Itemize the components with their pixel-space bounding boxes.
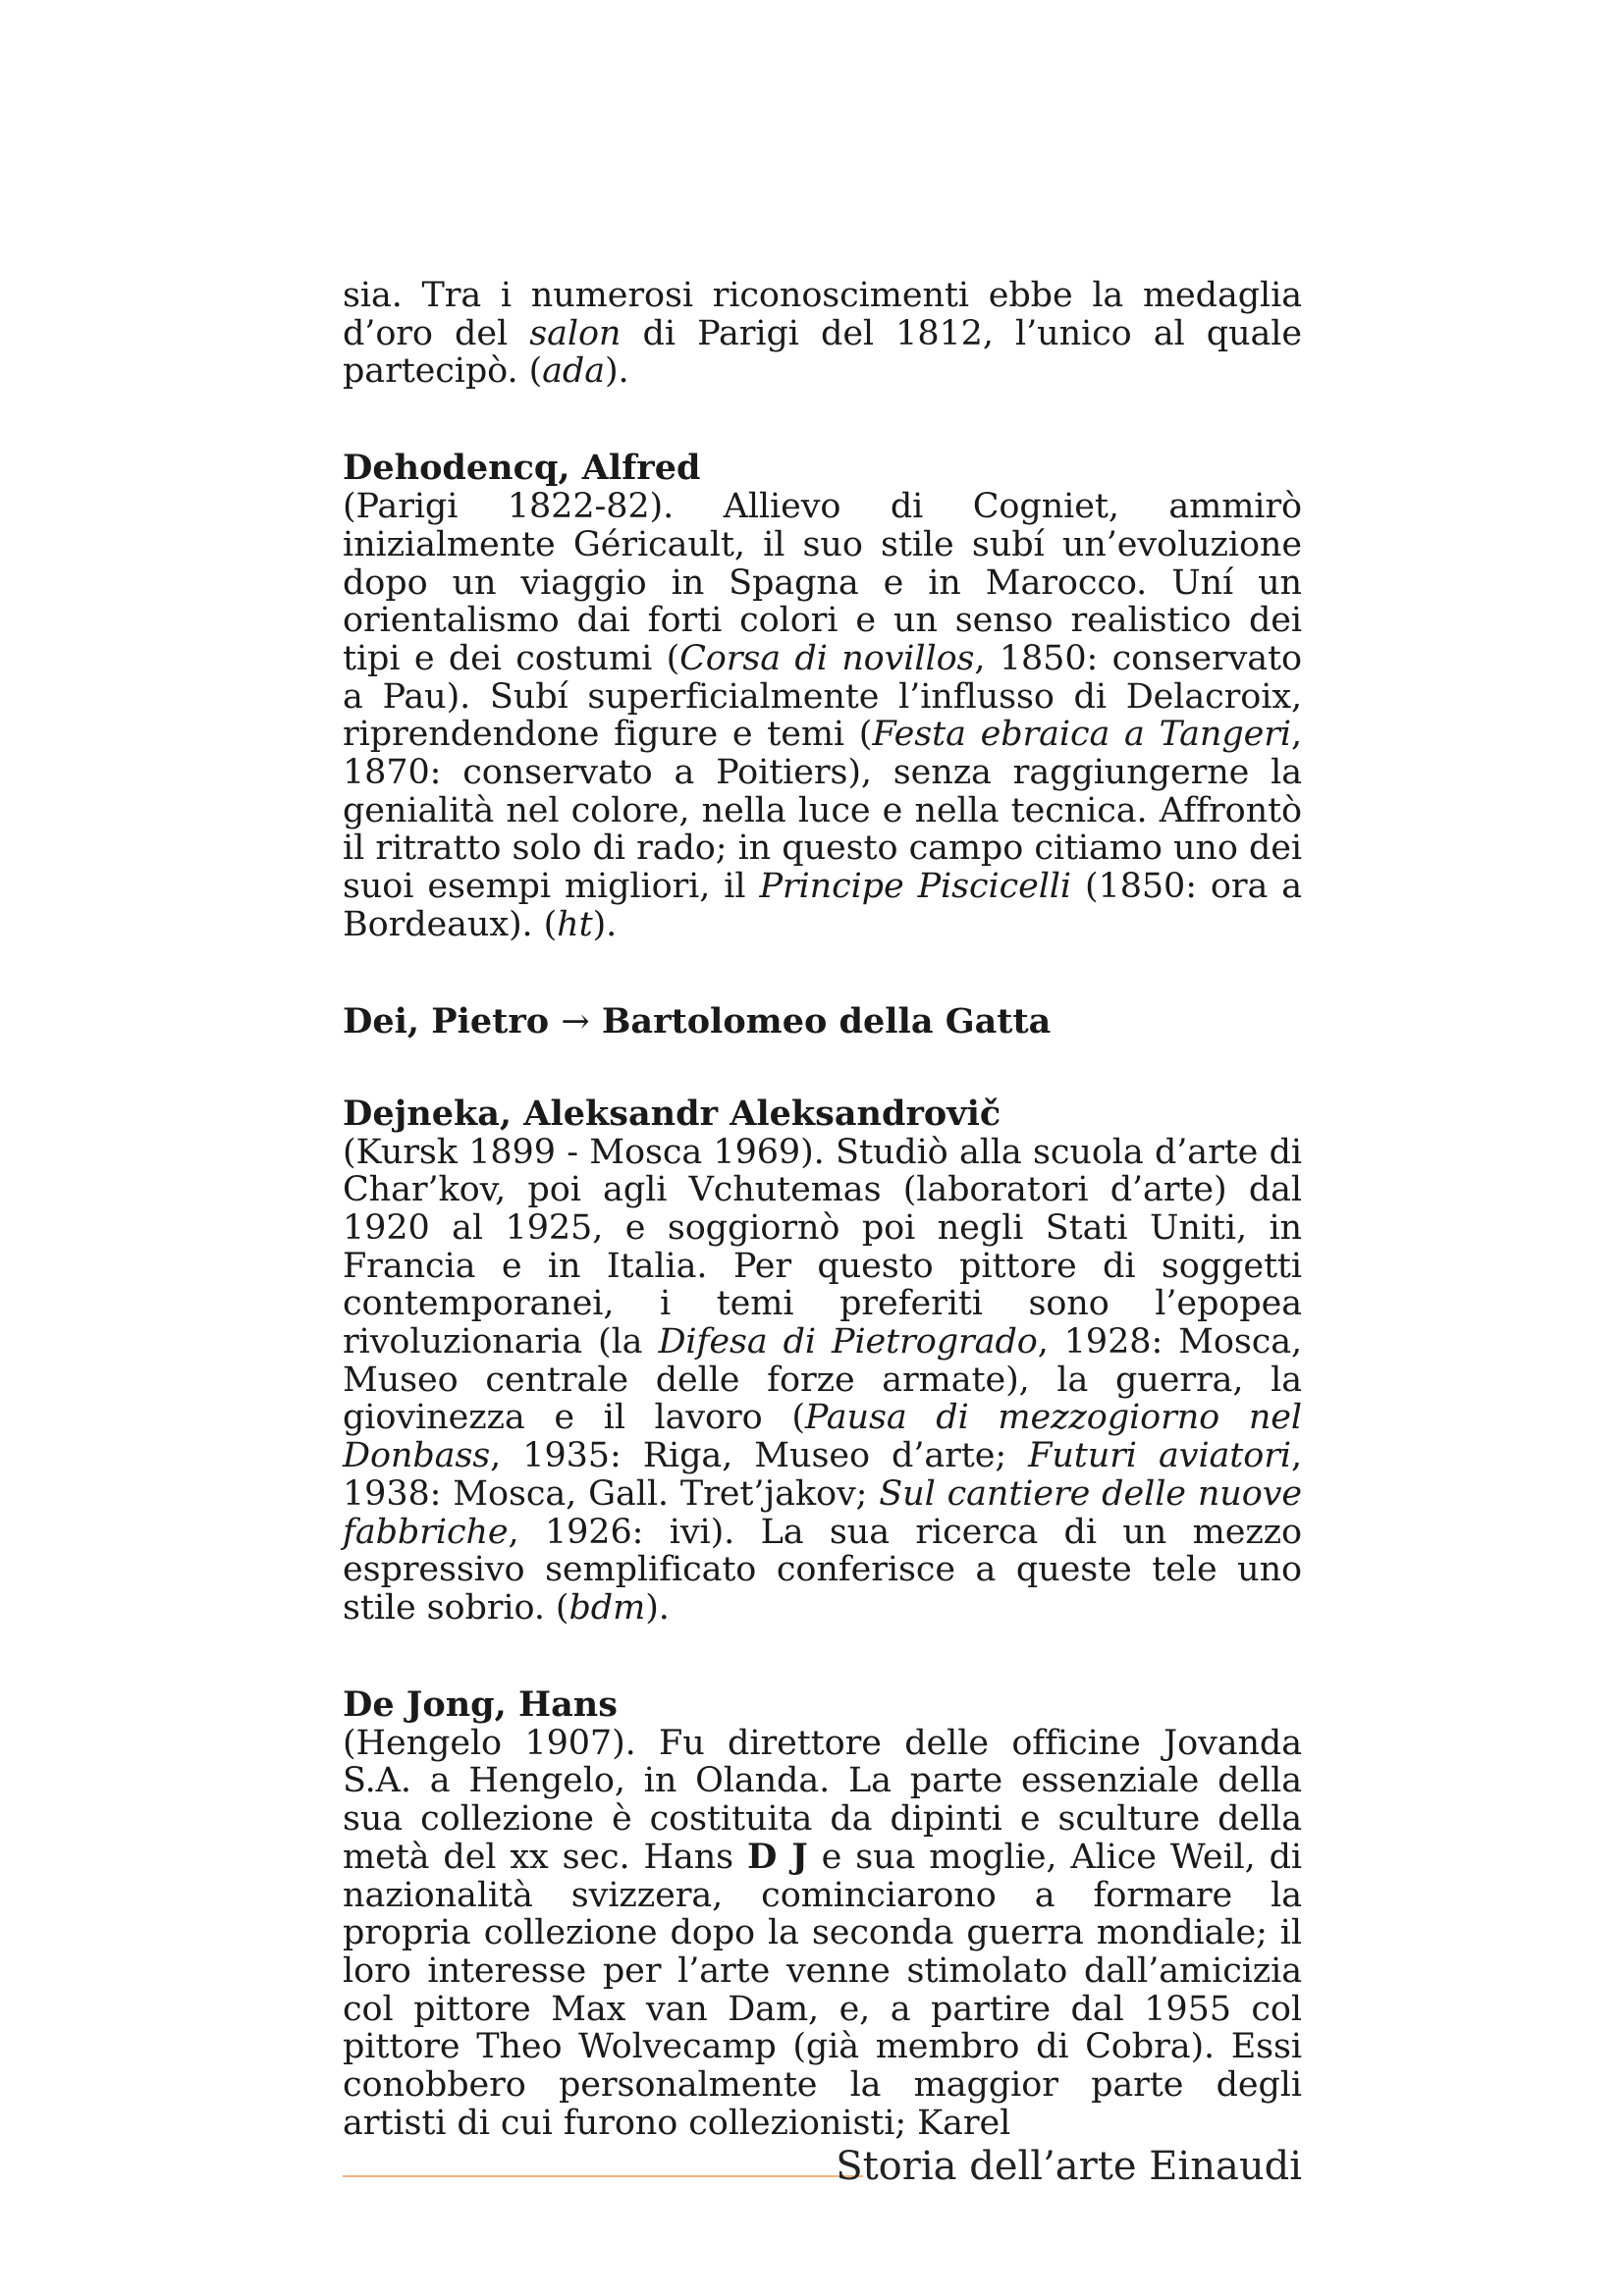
entry-body-dejong: (Hengelo 1907). Fu direttore delle officine Jovanda S.A. a Hengelo, in Olanda. La parte essenziale della sua collezione è costituita da dipinti e sculture della metà del xx sec. Hans D J e sua moglie, Alice Weil, di nazionalità svizzera, cominciarono a formare la propria collezione dopo la seconda guerra mondiale; il loro interesse per l’arte venne stimolato dall’amicizia col pittore Max van Dam, e, a partire dal 1955 col pittore Theo Wolvecamp (già membro di Cobra). Essi conobbero personalmente la maggior parte degli artisti di cui furono collezionisti; Karel xyxy=(343,1723,1303,2143)
entry-heading-dejneka: Dejneka, Aleksandr Aleksandrovič xyxy=(343,1093,1001,1134)
cross-reference-arrow-icon: → xyxy=(561,1001,590,1041)
entry-heading-dehodencq: Dehodencq, Alfred xyxy=(343,448,701,489)
cross-reference-link[interactable]: Bartolomeo della Gatta xyxy=(601,1000,1052,1041)
entry-heading-dejong: De Jong, Hans xyxy=(343,1683,618,1725)
entry-body-dehodencq: (Parigi 1822-82). Allievo di Cogniet, ammirò inizialmente Géricault, il suo stile subí un’evoluzione dopo un viaggio in Spagna e in Marocco. Uní un orientalismo dai forti colori e un senso realistico dei tipi e dei costumi (Corsa di novillos, 1850: conservato a Pau). Subí superficialmente l’influsso di Delacroix, riprendendone figure e temi (Festa ebraica a Tangeri, 1870: conservato a Poitiers), senza raggiungerne la genialità nel colore, nella luce e nella tecnica. Affrontò il ritratto solo di rado; in questo campo citiamo uno dei suoi esempi migliori, il Principe Piscicelli (1850: ora a Bordeaux). (ht). xyxy=(343,487,1302,944)
page-body xyxy=(343,277,1302,2142)
page-footer xyxy=(343,2142,1302,2191)
footer-rule xyxy=(343,2175,863,2177)
entry-body-dejneka: (Kursk 1899 - Mosca 1969). Studiò alla scuola d’arte di Char’kov, poi agli Vchutemas (laboratori d’arte) dal 1920 al 1925, e soggiornò poi negli Stati Uniti, in Francia e in Italia. Per questo pittore di soggetti contemporanei, i temi preferiti sono l’epopea rivoluzionaria (la Difesa di Pietrogrado, 1928: Mosca, Museo centrale delle forze armate), la guerra, la giovinezza e il lavoro (Pausa di mezzogiorno nel Donbass, 1935: Riga, Museo d’arte; Futuri aviatori, 1938: Mosca, Gall. Tret’jakov; Sul cantiere delle nuove fabbriche, 1926: ivi). La sua ricerca di un mezzo espressivo semplificato conferisce a queste tele uno stile sobrio. (bdm). xyxy=(343,1132,1303,1628)
entry-heading-dei: Dei, Pietro → Bartolomeo della Gatta xyxy=(343,1000,1052,1041)
continuation-paragraph: sia. Tra i numerosi riconoscimenti ebbe la medaglia d’oro del salon di Parigi del 1812, l’unico al quale partecipò. (ada). xyxy=(343,276,1302,392)
footer-title: Storia dell’arte Einaudi xyxy=(836,2144,1302,2189)
